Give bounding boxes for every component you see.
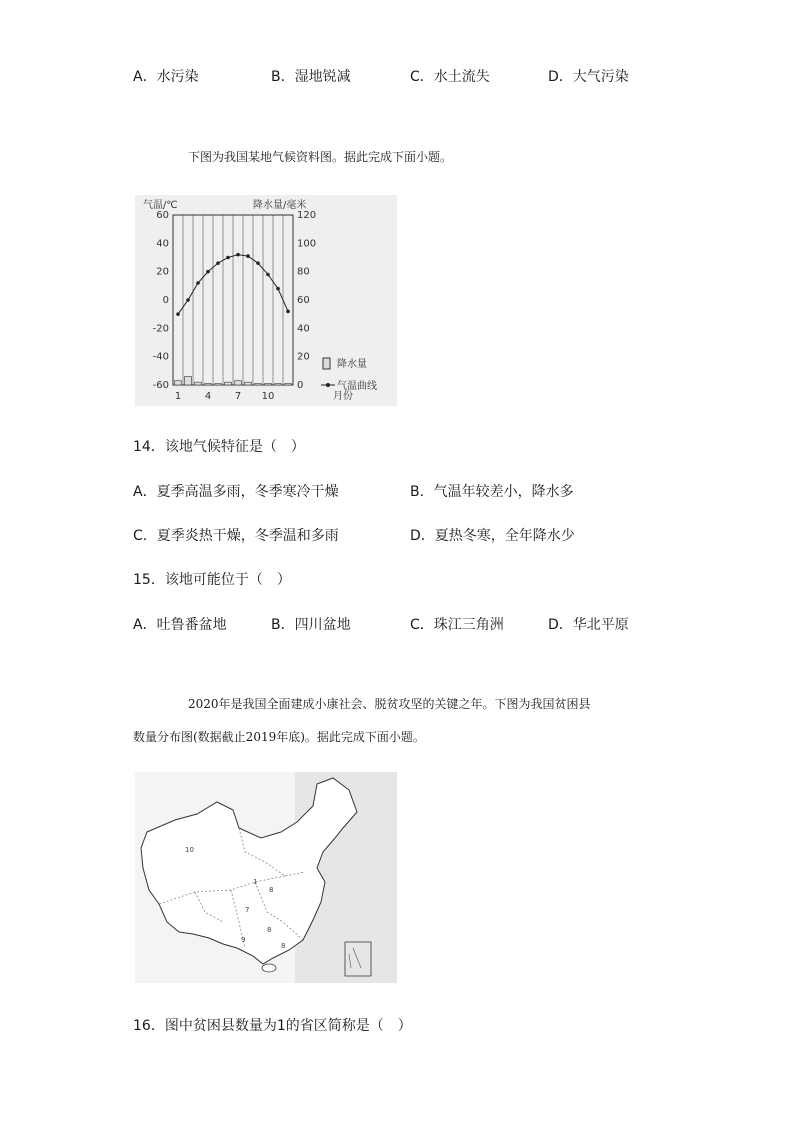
precip-bar [285, 384, 292, 385]
q15-option-c[interactable]: C．珠江三角洲 [410, 617, 504, 633]
hainan-island [262, 964, 276, 972]
q13-option-c[interactable]: C．水土流失 [410, 69, 490, 85]
left-tick-label: 40 [156, 238, 169, 250]
precip-bar [235, 381, 242, 385]
question-14: 14．该地气候特征是（ ） [133, 439, 305, 455]
legend-temp-dot [326, 383, 330, 387]
map-label: 8 [281, 942, 286, 950]
right-tick-label: 100 [297, 238, 317, 250]
legend-temp-label: 气温曲线 [337, 381, 377, 392]
precip-bar [195, 382, 202, 385]
china-map [135, 772, 397, 983]
q15-option-b[interactable]: B．四川盆地 [271, 617, 351, 633]
intro-climate: 下图为我国某地气候资料图。据此完成下面小题。 [188, 150, 453, 164]
map-label: 10 [185, 846, 194, 854]
question-15: 15．该地可能位于（ ） [133, 572, 291, 588]
q15-option-a[interactable]: A．吐鲁番盆地 [133, 617, 227, 633]
right-tick-label: 120 [297, 210, 317, 221]
x-tick-label: 10 [261, 391, 275, 402]
map-label: 1 [253, 878, 258, 886]
left-tick-label: 60 [156, 210, 169, 221]
poverty-map-figure [135, 772, 397, 983]
map-label: 7 [245, 906, 250, 914]
month-label: 月份 [333, 391, 353, 402]
left-tick-label: -60 [152, 380, 169, 391]
climate-chart [135, 195, 397, 406]
precip-bar [205, 384, 212, 385]
temperature-point [266, 273, 270, 277]
precip-bar [215, 384, 222, 385]
precip-bar [175, 381, 182, 385]
q13-option-a[interactable]: A．水污染 [133, 69, 199, 85]
question-16: 16．图中贫困县数量为1的省区简称是（ ） [133, 1018, 412, 1034]
right-tick-label: 60 [297, 295, 310, 306]
precip-bar [225, 382, 232, 385]
left-tick-label: -20 [152, 323, 169, 335]
intro-poverty-line2: 数量分布图(数据截止2019年底)。据此完成下面小题。 [133, 730, 425, 744]
temperature-point [236, 253, 240, 257]
temperature-point [256, 261, 260, 265]
q13-option-d[interactable]: D．大气污染 [548, 69, 629, 85]
q13-option-b[interactable]: B．湿地锐减 [271, 69, 351, 85]
temperature-point [206, 270, 210, 274]
left-tick-label: 20 [156, 266, 169, 278]
right-tick-label: 80 [297, 266, 310, 278]
map-label: 9 [241, 936, 246, 944]
left-axis-title: 气温/℃ [143, 200, 178, 211]
precip-bar [185, 377, 192, 386]
temperature-point [226, 256, 230, 260]
temperature-point [276, 287, 280, 291]
q14-option-c[interactable]: C．夏季炎热干燥，冬季温和多雨 [133, 528, 339, 544]
right-axis-title: 降水量/毫米 [253, 200, 307, 211]
climate-chart-figure [135, 195, 397, 406]
left-tick-label: -40 [152, 351, 169, 363]
temperature-point [176, 312, 180, 316]
precip-bar [245, 382, 252, 385]
temperature-point [246, 254, 250, 258]
left-tick-label: 0 [162, 295, 169, 306]
q14-option-d[interactable]: D．夏热冬寒，全年降水少 [410, 528, 575, 544]
temperature-point [216, 261, 220, 265]
q14-option-a[interactable]: A．夏季高温多雨，冬季寒冷干燥 [133, 484, 339, 500]
temperature-point [196, 281, 200, 285]
precip-bar [255, 384, 262, 385]
x-tick-label: 1 [174, 391, 182, 402]
legend-precip-label: 降水量 [337, 359, 367, 370]
map-label: 8 [269, 886, 274, 894]
temperature-point [186, 298, 190, 302]
q14-option-b[interactable]: B．气温年较差小，降水多 [410, 484, 574, 500]
x-tick-label: 4 [204, 391, 212, 402]
precip-bar [275, 384, 282, 385]
intro-poverty-line1: 2020年是我国全面建成小康社会、脱贫攻坚的关键之年。下图为我国贫困县 [188, 697, 591, 711]
precip-bar [265, 384, 272, 385]
map-label: 8 [267, 926, 272, 934]
right-tick-label: 0 [297, 380, 304, 391]
right-tick-label: 40 [297, 323, 310, 335]
x-tick-label: 7 [234, 391, 242, 402]
temperature-point [286, 310, 290, 314]
right-tick-label: 20 [297, 351, 310, 363]
legend-precip-swatch [323, 358, 330, 369]
q15-option-d[interactable]: D．华北平原 [548, 617, 629, 633]
